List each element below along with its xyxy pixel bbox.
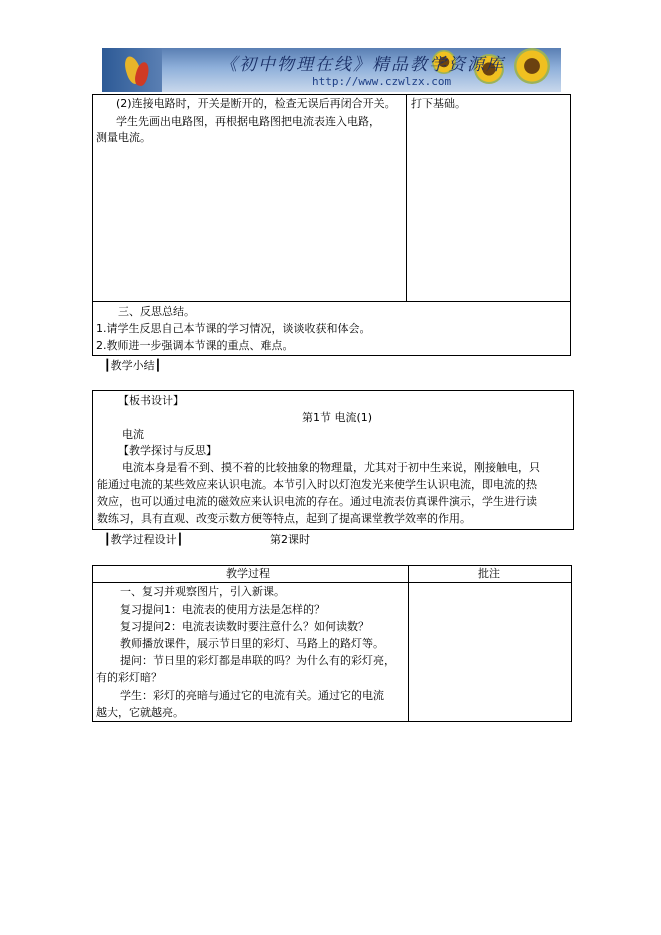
table-border xyxy=(92,301,571,302)
section-label-process: ┃教学过程设计┃ xyxy=(104,533,184,546)
table-border xyxy=(406,94,407,302)
process-line: 提问：节日里的彩灯都是串联的吗？为什么有的彩灯亮， xyxy=(120,654,395,667)
table-border xyxy=(571,565,572,722)
table-cell-comment: 打下基础。 xyxy=(411,97,466,110)
process-line: 学生：彩灯的亮暗与通过它的电流有关。通过它的电流 xyxy=(120,689,384,702)
board-item: 电流 xyxy=(122,428,144,441)
section-label-summary: ┃教学小结┃ xyxy=(104,359,162,372)
process-line: 复习提问2：电流表读数时要注意什么？如何读数？ xyxy=(120,620,369,633)
list-item: 2.教师进一步强调本节课的重点、难点。 xyxy=(96,339,294,352)
table-cell-text: 学生先画出电路图，再根据电路图把电流表连入电路， xyxy=(116,115,380,128)
lesson-label: 第2课时 xyxy=(270,533,310,546)
box-border xyxy=(92,390,574,391)
box-border xyxy=(92,390,93,530)
table-header-comment: 批注 xyxy=(478,567,500,580)
process-line: 有的彩灯暗？ xyxy=(96,671,162,684)
table-border xyxy=(92,565,93,722)
process-line: 教师播放课件，展示节日里的彩灯、马路上的路灯等。 xyxy=(120,637,384,650)
process-line: 越大，它就越亮。 xyxy=(96,706,184,719)
banner-url[interactable]: http://www.czwlzx.com xyxy=(312,75,452,88)
reflection-text-line: 数练习，具有直观、改变示数方便等特点，起到了提高课堂教学效率的作用。 xyxy=(97,512,471,525)
section-heading: 三、反思总结。 xyxy=(118,305,195,318)
process-line: 复习提问1：电流表的使用方法是怎样的？ xyxy=(120,603,325,616)
table-cell-text: 测量电流。 xyxy=(96,131,151,144)
table-border xyxy=(92,94,571,95)
board-section-title: 第1节 电流(1) xyxy=(302,411,373,424)
box-border xyxy=(573,390,574,530)
process-line: 一、复习并观察图片，引入新课。 xyxy=(120,585,285,598)
table-border xyxy=(570,94,571,356)
table-border xyxy=(92,355,571,356)
reflection-heading: 【教学探讨与反思】 xyxy=(118,444,217,457)
board-heading: 【板书设计】 xyxy=(118,394,184,407)
reflection-text-line: 效应，也可以通过电流的磁效应来认识电流的存在。通过电流表仿真课件演示，学生进行读 xyxy=(97,495,537,508)
table-border xyxy=(92,565,572,566)
sunflower-icon xyxy=(514,48,550,84)
table-border xyxy=(92,94,93,356)
table-border xyxy=(92,721,572,722)
header-banner xyxy=(102,48,561,92)
table-border xyxy=(408,565,409,722)
table-header-process: 教学过程 xyxy=(226,567,270,580)
table-cell-text: (2)连接电路时，开关是断开的，检查无误后再闭合开关。 xyxy=(116,97,396,110)
reflection-text-line: 能通过电流的某些效应来认识电流。本节引入时以灯泡发光来使学生认识电流，即电流的热 xyxy=(97,478,537,491)
list-item: 1.请学生反思自己本节课的学习情况，谈谈收获和体会。 xyxy=(96,322,371,335)
box-border xyxy=(92,529,574,530)
banner-title: 《初中物理在线》精品教学资源库 xyxy=(220,55,505,75)
reflection-text-line: 电流本身是看不到、摸不着的比较抽象的物理量，尤其对于初中生来说，刚接触电，只 xyxy=(122,461,540,474)
table-border xyxy=(92,582,572,583)
